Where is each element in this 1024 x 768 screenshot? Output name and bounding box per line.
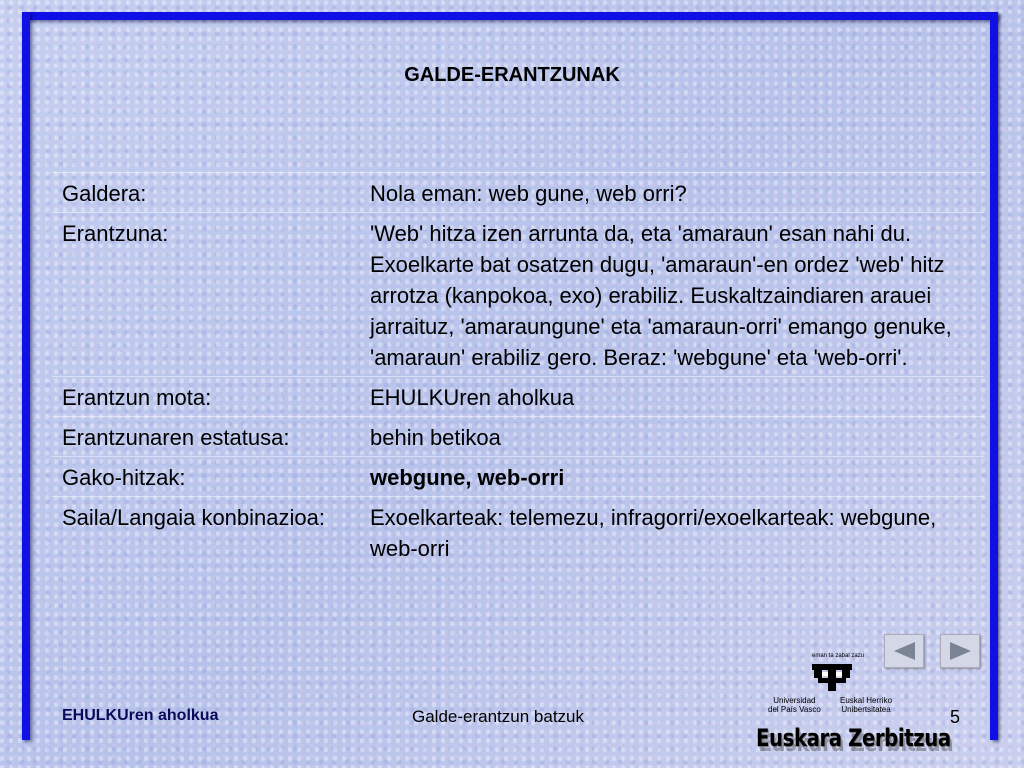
row-label-keywords: Gako-hitzak: [52, 457, 360, 497]
table-row [52, 457, 984, 497]
row-value-question: Nola eman: web gune, web orri? [360, 173, 984, 213]
row-label-answer: Erantzuna: [52, 213, 360, 377]
row-value-combination: Exoelkarteak: telemezu, infragorri/exoelkarteak: webgune, web-orri [360, 497, 984, 568]
slide-frame-left [22, 12, 30, 740]
row-value-status: behin betikoa [360, 417, 984, 457]
page-number: 5 [950, 707, 961, 727]
row-label-combination: Saila/Langaia konbinazioa: [52, 497, 360, 568]
slide-title: GALDE-ERANTZUNAK [404, 64, 620, 86]
triangle-right-icon [947, 640, 973, 662]
university-tree-icon [808, 660, 856, 692]
prev-slide-button[interactable] [884, 634, 924, 668]
logo-motto: eman ta zabal zazu [812, 653, 865, 659]
row-label-question: Galdera: [52, 173, 360, 213]
qa-table [52, 172, 984, 567]
table-row [52, 497, 984, 568]
slide-frame-top [22, 12, 998, 20]
table-row [52, 213, 984, 377]
row-value-answer: 'Web' hitza izen arrunta da, eta 'amaraun' esan nahi du. Exoelkarte bat osatzen dugu, 'amaraun'-en ordez 'web' hitz arrotza (kanpokoa, exo) erabiliz. Euskaltzaindiaren arauei jarraituz, 'amaraungune' eta 'amaraun-orri' emango genuke, 'amaraun' erabiliz gero. Beraz: 'webgune' eta 'web-orri'. [360, 213, 984, 377]
logo-left-line-1: Universidad [773, 696, 816, 705]
logo-left-line-2: del País Vasco [768, 705, 821, 714]
row-value-keywords-cell [360, 457, 984, 497]
logo-right-line-2: Unibertsitatea [841, 705, 891, 714]
triangle-left-icon [891, 640, 917, 662]
table-row [52, 417, 984, 457]
row-label-answer-type: Erantzun mota: [52, 377, 360, 417]
table-row [52, 173, 984, 213]
row-value-answer-type: EHULKUren aholkua [360, 377, 984, 417]
row-value-keywords: webgune, web-orri [370, 465, 565, 490]
logo-right-text [840, 696, 892, 714]
table-row [52, 377, 984, 417]
row-label-status: Erantzunaren estatusa: [52, 417, 360, 457]
logo-right-line-1: Euskal Herriko [840, 696, 893, 705]
next-slide-button[interactable] [940, 634, 980, 668]
footer-center-text: Galde-erantzun batzuk [412, 707, 584, 726]
slide-frame-right [990, 12, 998, 740]
logo-main-text: Euskara Zerbitzua [756, 724, 951, 752]
logo-left-text [768, 696, 821, 714]
footer-left-text: EHULKUren aholkua [62, 707, 219, 724]
